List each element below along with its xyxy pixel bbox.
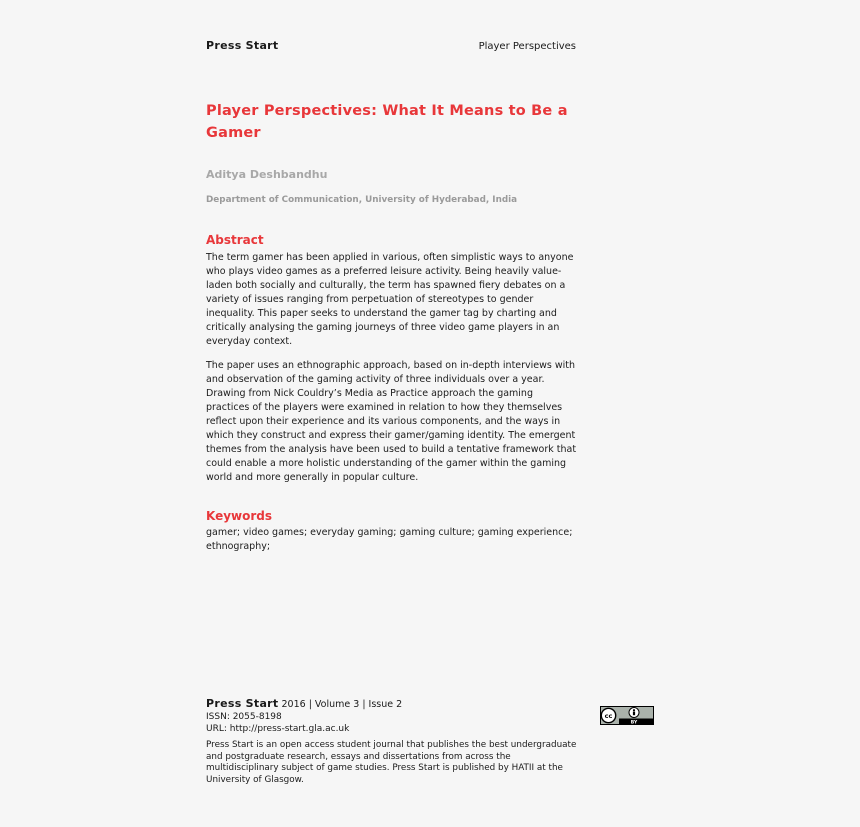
footer-citation — [206, 697, 586, 711]
keywords-list: gamer; video games; everyday gaming; gaming culture; gaming experience; ethnography; — [206, 527, 573, 552]
footer-url[interactable]: URL: http://press-start.gla.ac.uk — [206, 724, 350, 734]
footer-issue: 2016 | Volume 3 | Issue 2 — [281, 699, 403, 710]
section-name: Player Perspectives — [478, 41, 576, 52]
abstract-paragraph-1: The term gamer has been applied in various, often simplistic ways to anyone who plays video games as a preferred leisure activity. Being heavily value-laden both socially and culturally, the term has spawned fiery debates on a variety of issues ranging from perpetuation of stereotypes to gender inequality. This paper seeks to understand the gamer tag by charting and critically analysing the gaming journeys of three video game players in an everyday context. — [206, 252, 574, 347]
page-footer — [206, 697, 586, 786]
keywords-heading: Keywords — [206, 509, 273, 523]
footer-journal-name: Press Start — [206, 697, 279, 710]
running-header — [206, 39, 576, 55]
footer-issn: ISSN: 2055-8198 — [206, 712, 282, 722]
article-title: Player Perspectives: What It Means to Be a Gamer — [206, 103, 568, 141]
person-icon — [633, 709, 635, 711]
journal-name: Press Start — [206, 39, 279, 52]
footer-description: Press Start is an open access student journal that publishes the best undergraduate and postgraduate research, essays and dissertations from across the multidisciplinary subject of game studies. Press Start is published by HATII at the University of Glasgow. — [206, 740, 577, 785]
abstract-heading: Abstract — [206, 233, 264, 247]
author-name: Aditya Deshbandhu — [206, 168, 328, 181]
cc-mark: cc — [604, 712, 613, 720]
abstract-paragraph-2: The paper uses an ethnographic approach, based on in-depth interviews with and observation of the gaming activity of three individuals over a year. Drawing from Nick Couldry’s Media as Practice approach the gaming practices of the players were examined in relation to how they themselves reflect upon their experience and its various components, and the ways in which they construct and express their gamer/gaming identity. The emergent themes from the analysis have been used to build a tentative framework that could enable a more holistic understanding of the gamer within the gaming world and more generally in popular culture. — [206, 360, 577, 483]
by-mark: BY — [630, 720, 638, 725]
cc-by-license-icon[interactable] — [600, 706, 654, 725]
author-affiliation: Department of Communication, University of Hyderabad, India — [206, 195, 518, 205]
